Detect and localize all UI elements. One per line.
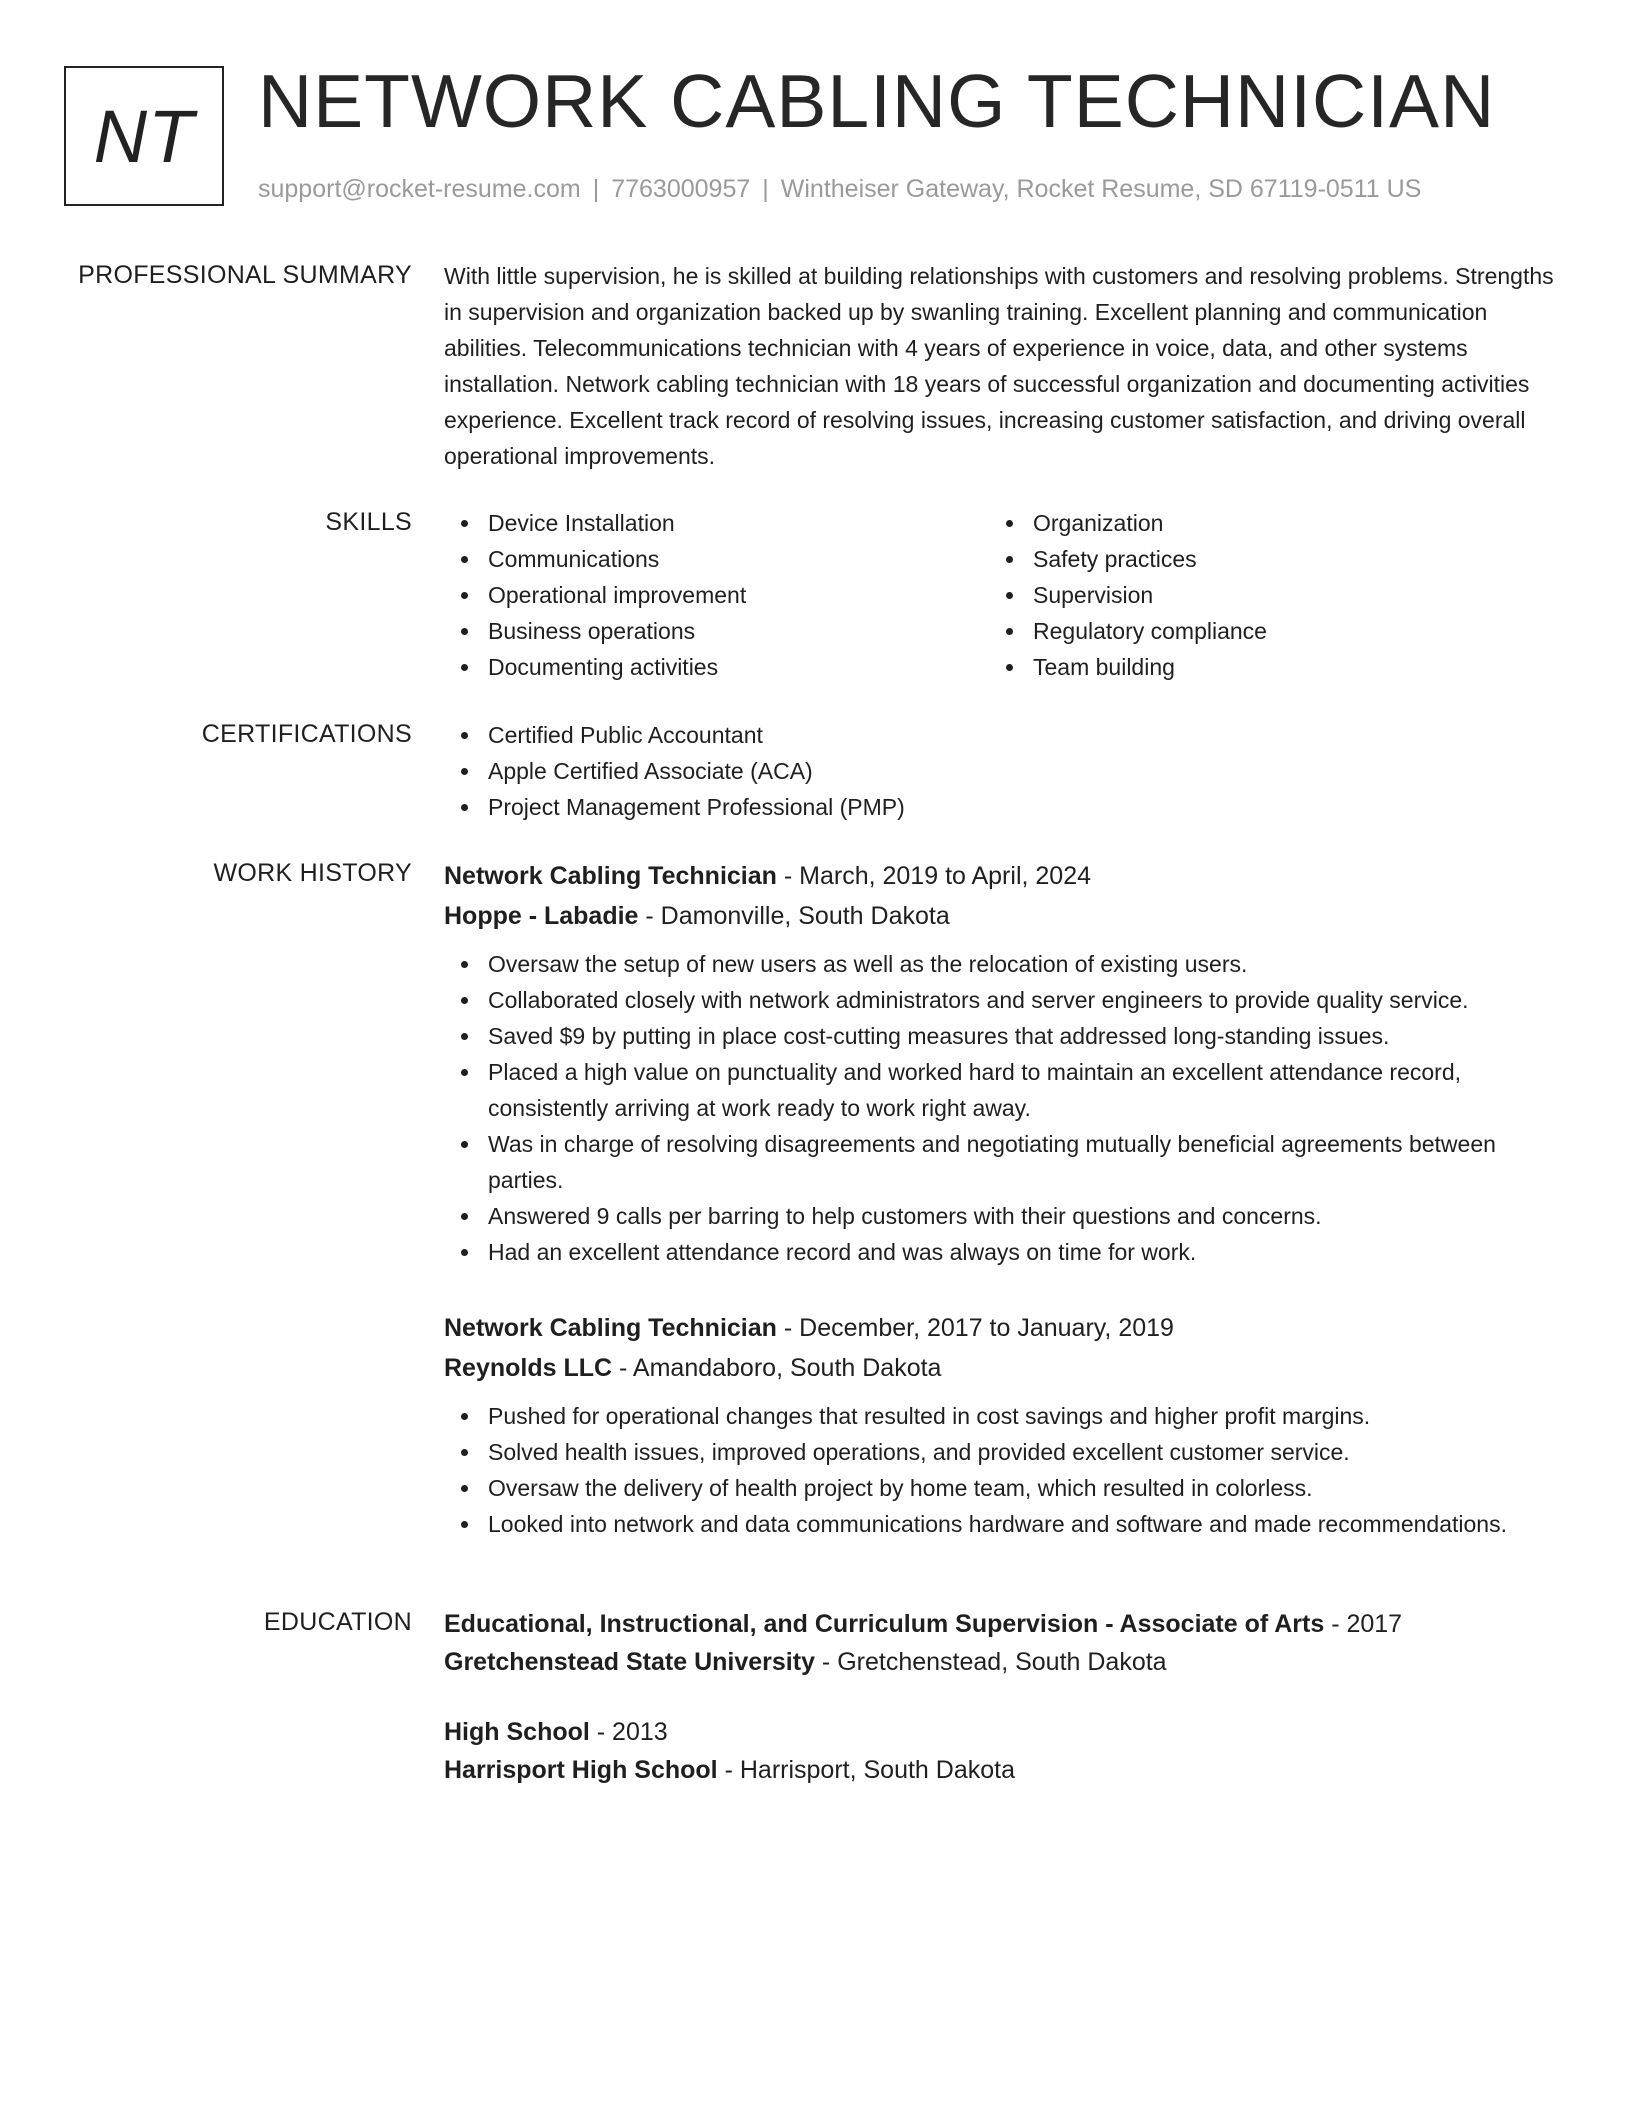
job-company: Reynolds LLC <box>444 1354 613 1382</box>
job-bullet: Had an excellent attendance record and was always on time for work. <box>444 1234 1564 1270</box>
skill-item: Safety practices <box>989 541 1534 577</box>
monogram-text: NT <box>93 94 195 178</box>
certification-item: Apple Certified Associate (ACA) <box>444 753 1564 789</box>
job-bullet: Placed a high value on punctuality and worked hard to maintain an excellent attendance record, consistently arriving at work ready to work right away. <box>444 1054 1564 1126</box>
monogram-badge <box>64 66 224 206</box>
contact-email[interactable]: support@rocket-resume.com <box>258 175 581 203</box>
job-bullet: Was in charge of resolving disagreements and negotiating mutually beneficial agreements between parties. <box>444 1126 1564 1198</box>
education-location: - Harrisport, South Dakota <box>717 1756 1015 1784</box>
contact-separator: | <box>762 175 769 203</box>
contact-separator: | <box>592 175 600 203</box>
job-bullet: Collaborated closely with network administrators and server engineers to provide quality service. <box>444 982 1564 1018</box>
education-school: Gretchenstead State University <box>444 1648 815 1676</box>
contact-phone[interactable]: 7763000957 <box>611 175 751 203</box>
skill-item: Communications <box>444 541 989 577</box>
job-bullet: Looked into network and data communications hardware and software and made recommendations. <box>444 1506 1564 1542</box>
education-degree: High School <box>444 1718 590 1746</box>
skill-item: Organization <box>989 505 1534 541</box>
education-entry <box>444 1713 1564 1789</box>
skills-grid <box>444 505 1564 685</box>
section-heading: CERTIFICATIONS <box>201 720 412 748</box>
skill-item: Team building <box>989 649 1534 685</box>
education-body <box>444 1605 1564 1821</box>
job-dates: - March, 2019 to April, 2024 <box>776 862 1091 890</box>
skill-item: Operational improvement <box>444 577 989 613</box>
skill-item: Business operations <box>444 613 989 649</box>
contact-line <box>258 174 1421 204</box>
skill-item: Documenting activities <box>444 649 989 685</box>
job-location: - Amandaboro, South Dakota <box>612 1354 942 1382</box>
job-bullet: Saved $9 by putting in place cost-cutting measures that addressed long-standing issues. <box>444 1018 1564 1054</box>
job-title: Network Cabling Technician <box>444 862 777 890</box>
job-company: Hoppe - Labadie <box>444 902 639 930</box>
summary-text: With little supervision, he is skilled at building relationships with customers and resolving problems. Strengths in supervision and organization backed up by swanling training. Excellent planning and communication abilities. Telecommunications technician with 4 years of experience in voice, data, and other systems installation. Network cabling technician with 18 years of successful organization and documenting activities experience. Excellent track record of resolving issues, increasing customer satisfaction, and driving overall operational improvements. <box>444 263 1554 469</box>
job-company-line <box>444 896 1564 936</box>
section-heading: EDUCATION <box>263 1608 412 1636</box>
job-entry <box>444 856 1564 1270</box>
job-title-line <box>444 856 1564 896</box>
skill-item: Regulatory compliance <box>989 613 1534 649</box>
skill-item: Device Installation <box>444 505 989 541</box>
education-location: - Gretchenstead, South Dakota <box>814 1648 1167 1676</box>
education-school: Harrisport High School <box>444 1756 718 1784</box>
job-entry <box>444 1308 1564 1542</box>
education-year: - 2013 <box>589 1718 668 1746</box>
contact-address: Wintheiser Gateway, Rocket Resume, SD 67119-0511 US <box>780 175 1422 203</box>
skills-column-left <box>444 505 989 685</box>
education-degree: Educational, Instructional, and Curriculum Supervision - Associate of Arts <box>444 1610 1325 1638</box>
work-history-body <box>444 856 1564 1580</box>
summary-body <box>444 258 1564 474</box>
education-entry <box>444 1605 1564 1681</box>
certification-item: Project Management Professional (PMP) <box>444 789 1564 825</box>
job-bullet: Solved health issues, improved operations, and provided excellent customer service. <box>444 1434 1564 1470</box>
education-degree-line <box>444 1605 1564 1643</box>
job-location: - Damonville, South Dakota <box>638 902 950 930</box>
job-title: Network Cabling Technician <box>444 1314 777 1342</box>
job-bullet: Oversaw the delivery of health project by home team, which resulted in colorless. <box>444 1470 1564 1506</box>
education-year: - 2017 <box>1324 1610 1403 1638</box>
job-company-line <box>444 1348 1564 1388</box>
education-school-line <box>444 1643 1564 1681</box>
job-bullet: Oversaw the setup of new users as well as the relocation of existing users. <box>444 946 1564 982</box>
skills-column-right <box>989 505 1534 685</box>
section-heading: SKILLS <box>325 508 412 536</box>
skill-item: Supervision <box>989 577 1534 613</box>
education-school-line <box>444 1751 1564 1789</box>
job-title-line <box>444 1308 1564 1348</box>
section-heading: PROFESSIONAL SUMMARY <box>78 261 412 289</box>
certifications-body <box>444 717 1564 825</box>
skills-body <box>444 505 1564 685</box>
job-dates: - December, 2017 to January, 2019 <box>776 1314 1174 1342</box>
education-degree-line <box>444 1713 1564 1751</box>
section-heading: WORK HISTORY <box>213 859 412 887</box>
job-bullet: Pushed for operational changes that resulted in cost savings and higher profit margins. <box>444 1398 1564 1434</box>
resume-title: NETWORK CABLING TECHNICIAN <box>258 59 1496 143</box>
job-bullet: Answered 9 calls per barring to help customers with their questions and concerns. <box>444 1198 1564 1234</box>
certification-item: Certified Public Accountant <box>444 717 1564 753</box>
